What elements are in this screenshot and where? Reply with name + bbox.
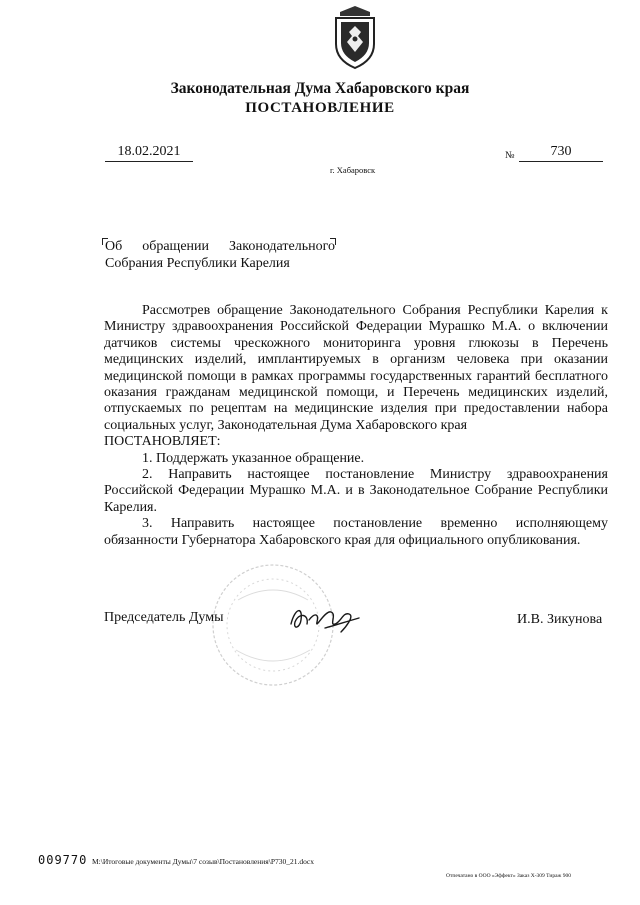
file-path: M:\Итоговые документы Думы\7 созыв\Постановления\P730_21.docx <box>92 857 314 866</box>
registration-code: 009770 <box>38 853 88 867</box>
number-sign: № <box>505 150 515 161</box>
resolution-item-2: 2. Направить настоящее постановление Министру здравоохранения Российской Федерации Мурашко М.А. и в Законодательное Собрание Республики Карелия. <box>104 467 608 515</box>
subject-word: Законодательного <box>229 239 335 254</box>
signatory-name: И.В. Зикунова <box>517 612 603 627</box>
print-imprint: Отпечатано в ООО «Эффект» Заказ Х-309 Тираж 900 <box>446 873 571 879</box>
resolves-heading: ПОСТАНОВЛЯЕТ: <box>104 434 221 450</box>
resolution-item-3: 3. Направить настоящее постановление временно исполняющему обязанности Губернатора Хабаровского края для официального опубликования. <box>104 516 608 548</box>
document-subject <box>105 238 335 272</box>
document-body <box>104 303 608 549</box>
document-date: 18.02.2021 <box>105 144 193 162</box>
document-city: г. Хабаровск <box>330 165 376 175</box>
subject-word: Об <box>105 239 123 254</box>
handwritten-signature-icon <box>285 598 365 638</box>
preamble-paragraph: Рассмотрев обращение Законодательного Собрания Республики Карелия к Министру здравоохранения Российской Федерации Мурашко М.А. о включении датчиков системы чрескожного мониторинга уровня глюкозы в Перечень медицинских изделий, имплантируемых в организм человека при оказании медицинской помощи в рамках программы государственных гарантий бесплатного оказания гражданам медицинской помощи, и Перечень медицинских изделий, отпускаемых по рецептам на медицинские изделия при предоставлении набора социальных услуг, Законодательная Дума Хабаровского края <box>104 303 608 433</box>
document-type: ПОСТАНОВЛЕНИЕ <box>245 100 395 116</box>
subject-line-2: Собрания Республики Карелия <box>105 256 290 271</box>
signatory-position: Председатель Думы <box>104 610 224 625</box>
document-number: 730 <box>519 144 603 162</box>
subject-word: обращении <box>142 239 210 254</box>
resolution-item-1: 1. Поддержать указанное обращение. <box>142 450 365 466</box>
organization-name: Законодательная Дума Хабаровского края <box>170 80 470 97</box>
coat-of-arms-icon <box>330 6 380 70</box>
